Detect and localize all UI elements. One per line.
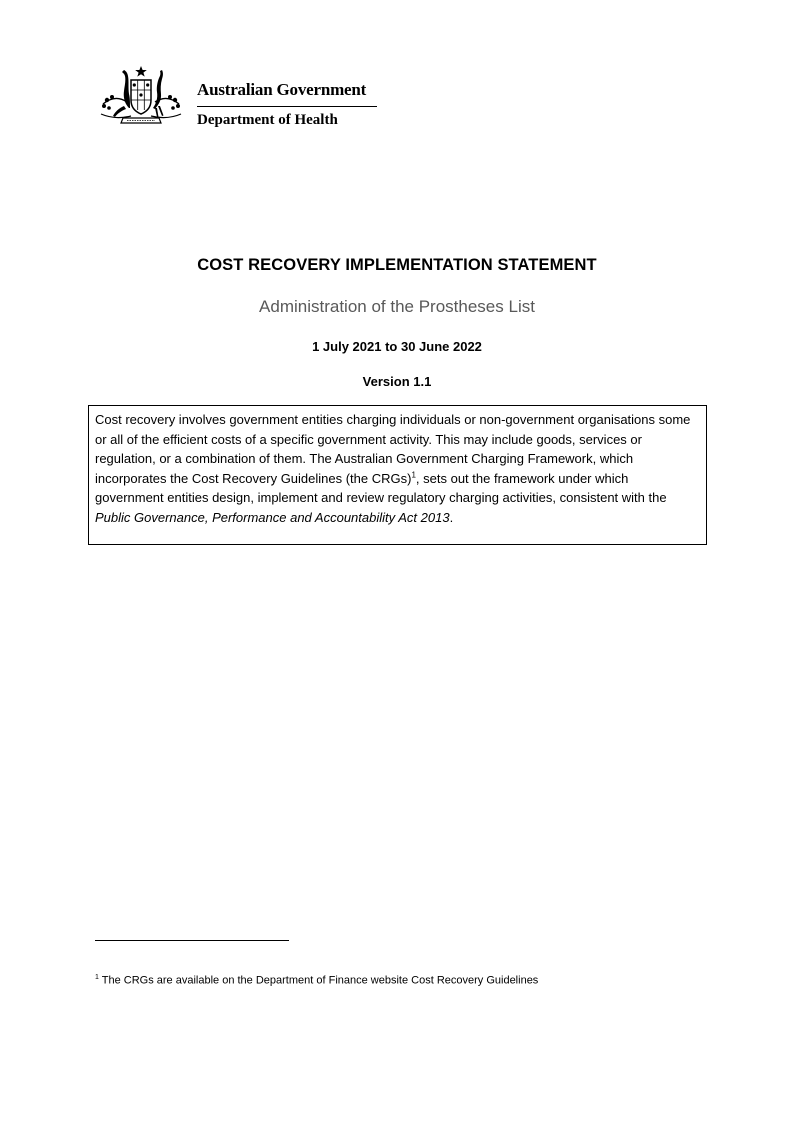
intro-text-part1: Cost recovery involves government entities charging individuals or non-government organisations some or all of the efficient costs of a specific government activity. This may include goods, services or regulation, or a combination of them. The Australian Government Charging Framework, which incorporates the Cost Recovery Guidelines (the CRGs) [95, 412, 691, 486]
intro-text-end: . [449, 509, 454, 525]
organisation-name: Australian Government [197, 80, 367, 99]
coat-of-arms-icon [95, 64, 187, 132]
department-name: Department of Health [197, 112, 338, 128]
footnote-separator [95, 940, 289, 941]
intro-box [88, 405, 707, 545]
intro-text-part2: , sets out the framework under which government entities design, implement and review regulatory charging activities, consistent with the [95, 470, 667, 505]
logo-divider [197, 106, 377, 107]
footnote-text: The CRGs are available on the Department of Finance website Cost Recovery Guidelines [98, 974, 539, 987]
reporting-period: 1 July 2021 to 30 June 2022 [312, 339, 482, 354]
footnote-reference[interactable]: 1 [411, 470, 416, 480]
act-name: Public Governance, Performance and Accountability Act 2013 [95, 509, 450, 525]
footnote-number: 1 [95, 974, 99, 981]
document-subtitle: Administration of the Prostheses List [259, 297, 535, 316]
footnote [95, 974, 538, 987]
intro-paragraph [95, 410, 700, 527]
document-title: COST RECOVERY IMPLEMENTATION STATEMENT [197, 256, 597, 274]
department-logo [95, 64, 395, 136]
document-version: Version 1.1 [362, 374, 432, 389]
